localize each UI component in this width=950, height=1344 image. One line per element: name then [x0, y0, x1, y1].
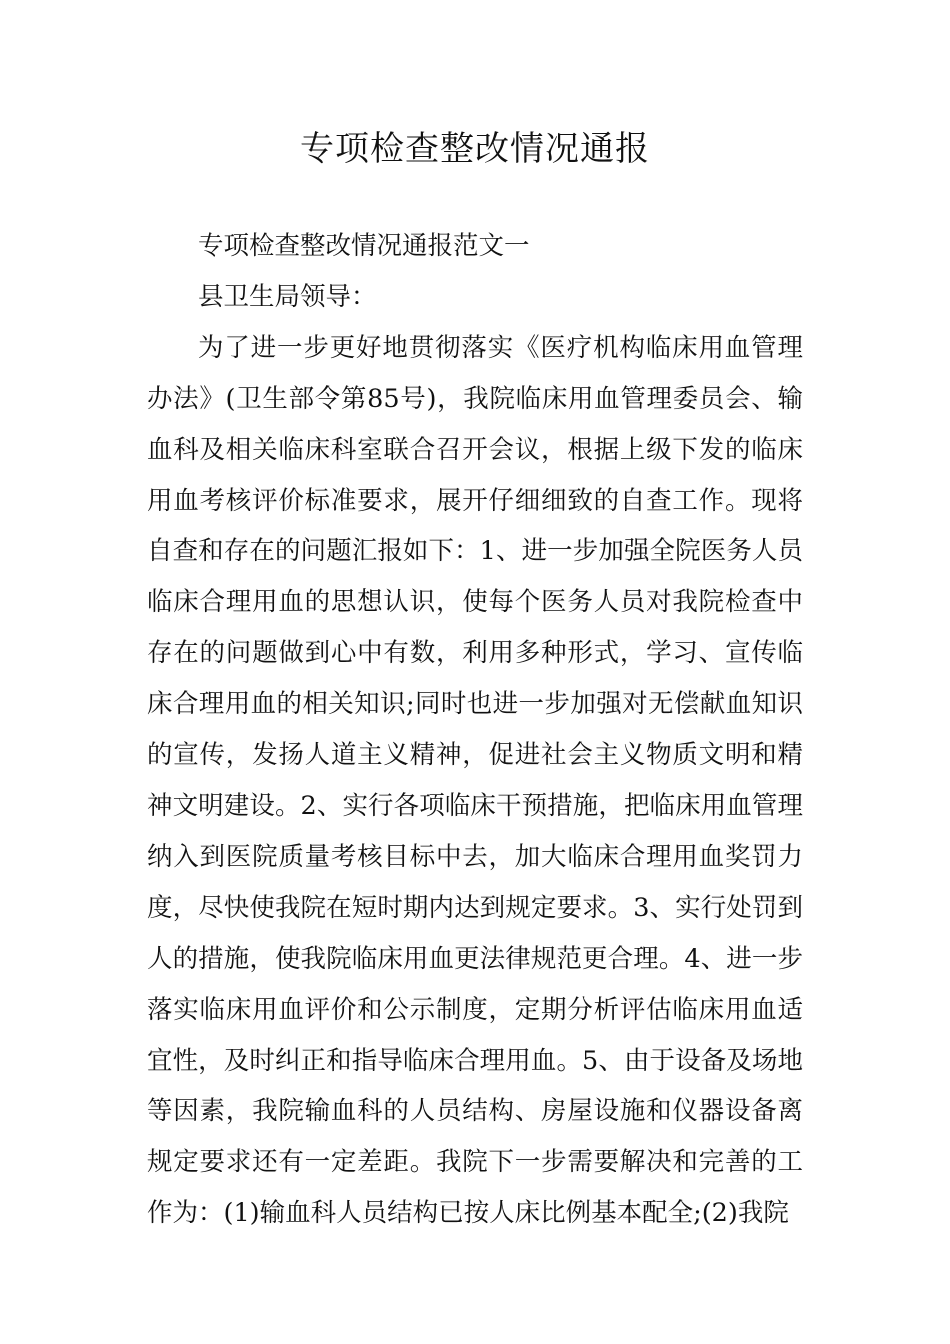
document-subtitle: 专项检查整改情况通报范文一	[198, 231, 530, 261]
document-body-paragraph: 为了进一步更好地贯彻落实《医疗机构临床用血管理办法》(卫生部令第85号)，我院临床用血管理委员会、输血科及相关临床科室联合召开会议，根据上级下发的临床用血考核评价标准要求，展开仔细细致的自查工作。现将自查和存在的问题汇报如下：1、进一步加强全院医务人员临床合理用血的思想认识，使每个医务人员对我院检查中存在的问题做到心中有数，利用多种形式，学习、宣传临床合理用血的相关知识;同时也进一步加强对无偿献血知识的宣传，发扬人道主义精神，促进社会主义物质文明和精神文明建设。2、实行各项临床干预措施，把临床用血管理纳入到医院质量考核目标中去，加大临床合理用血奖罚力度，尽快使我院在短时期内达到规定要求。3、实行处罚到人的措施，使我院临床用血更法律规范更合理。4、进一步落实临床用血评价和公示制度，定期分析评估临床用血适宜性，及时纠正和指导临床合理用血。5、由于设备及场地等因素，我院输血科的人员结构、房屋设施和仪器设备离规定要求还有一定差距。我院下一步需要解决和完善的工作为：(1)输血科人员结构已按人床比例基本配全;(2)我院	[147, 332, 803, 1229]
document-salutation: 县卫生局领导：	[198, 281, 377, 312]
document-title: 专项检查整改情况通报	[300, 129, 650, 169]
document-content	[147, 221, 803, 1239]
